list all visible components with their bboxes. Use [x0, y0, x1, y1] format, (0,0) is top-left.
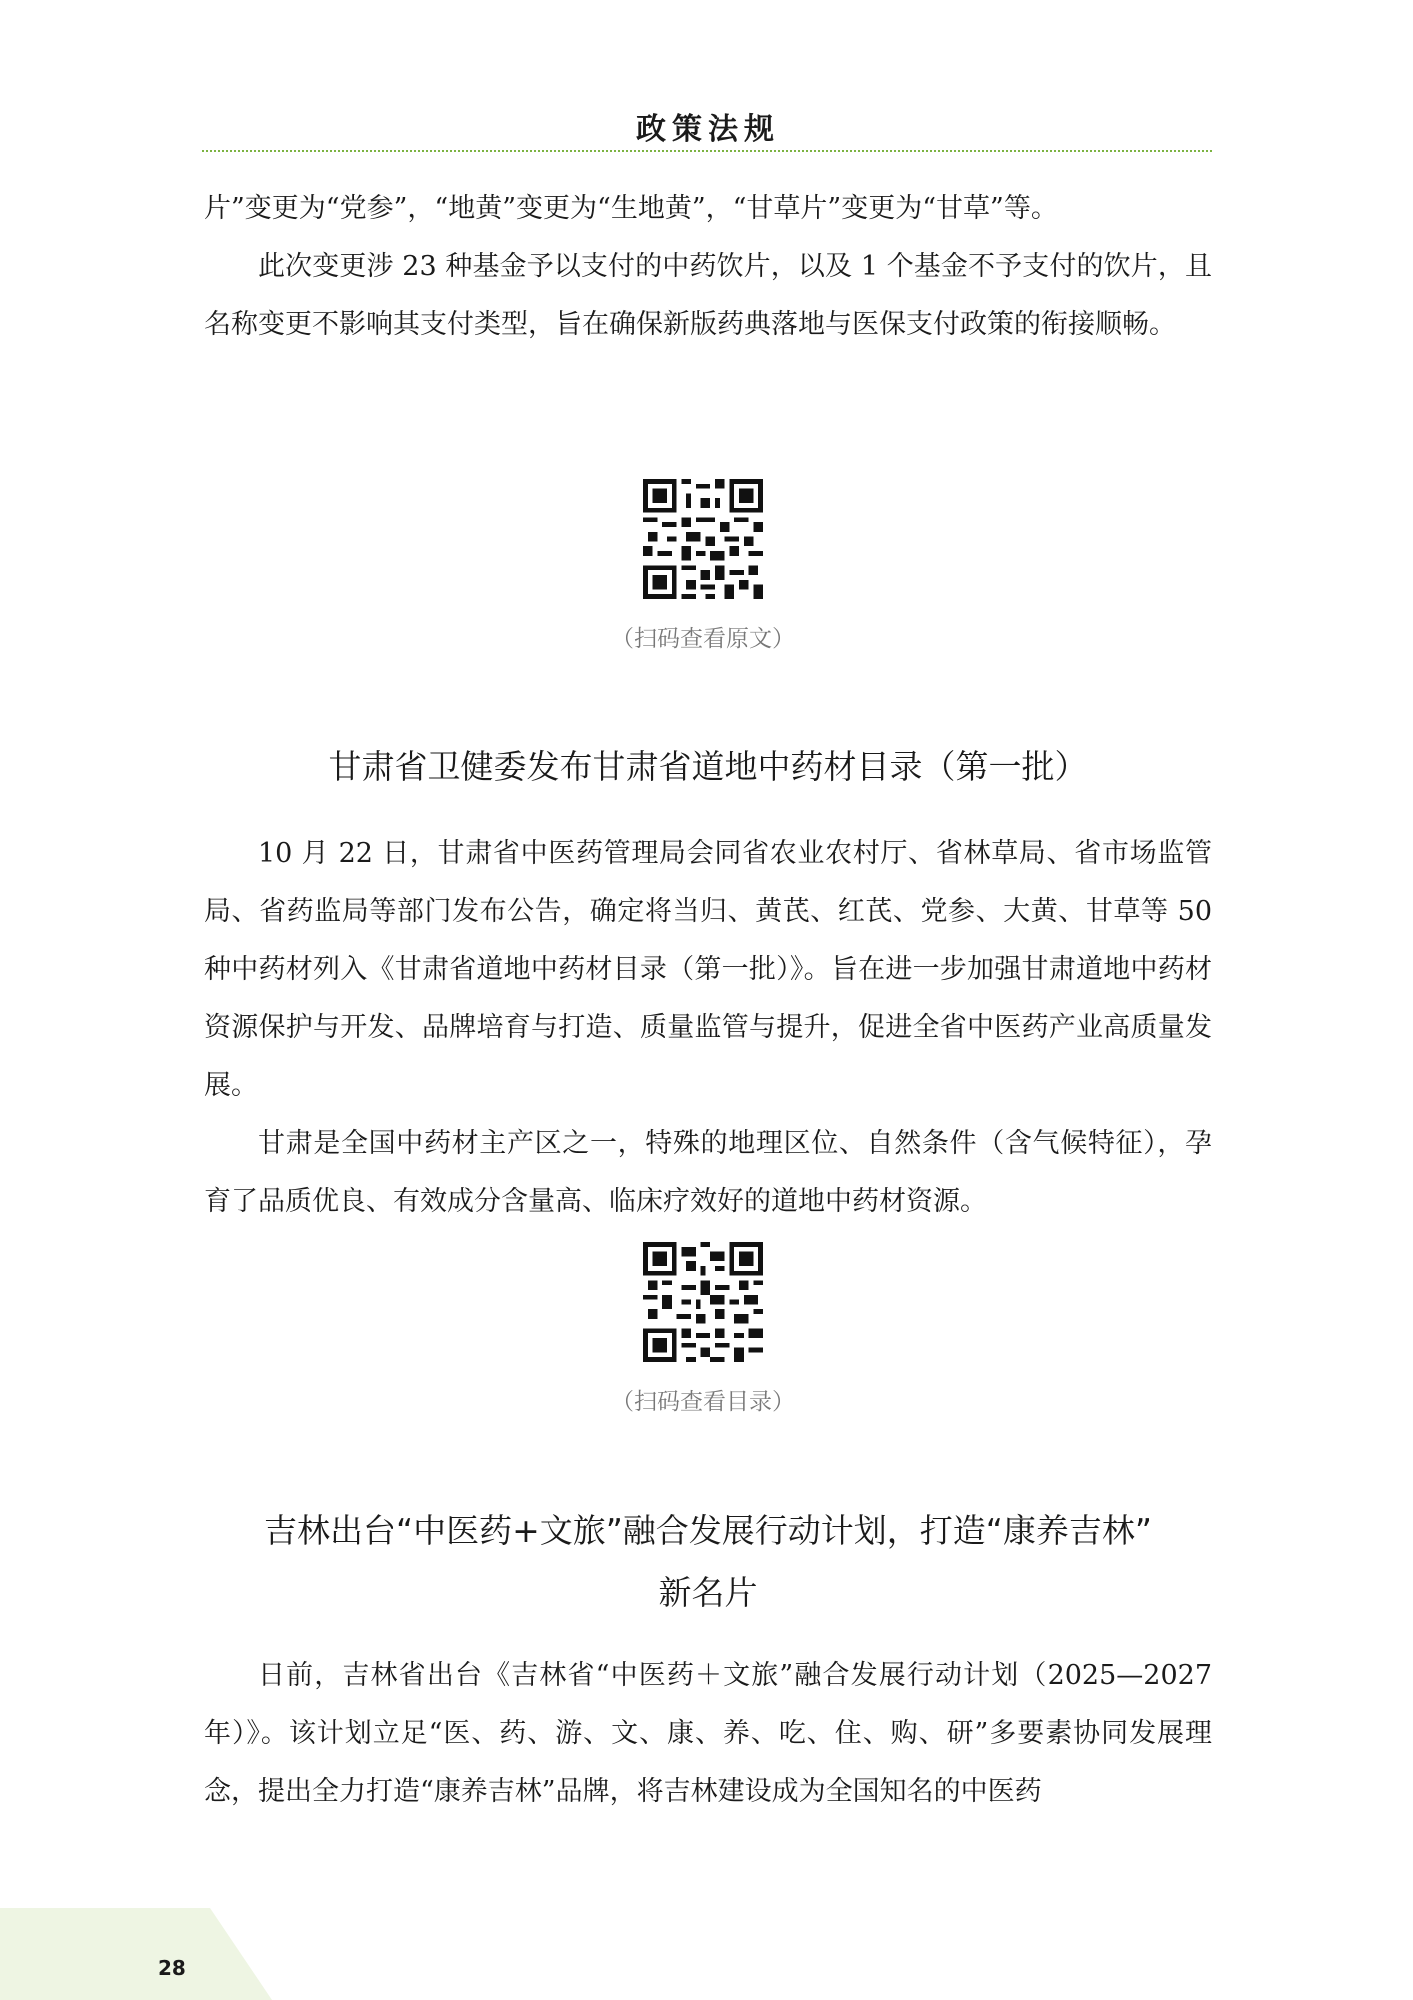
header-divider	[202, 150, 1212, 152]
article-2-body	[204, 825, 1212, 1231]
qr-code-icon	[643, 1242, 763, 1362]
page-corner-decoration	[0, 1908, 272, 2000]
qr-caption: （扫码查看目录）	[611, 1389, 795, 1415]
paragraph: 此次变更涉 23 种基金予以支付的中药饮片，以及 1 个基金不予支付的饮片，且名称变更不影响其支付类型，旨在确保新版药典落地与医保支付政策的衔接顺畅。	[204, 251, 1212, 340]
article-3-title-line-1: 吉林出台“中医药+文旅”融合发展行动计划，打造“康养吉林”	[263, 1511, 1153, 1550]
article-3-body	[204, 1647, 1212, 1821]
article-1-body	[204, 180, 1212, 354]
paragraph: 10 月 22 日，甘肃省中医药管理局会同省农业农村厅、省林草局、省市场监管局、省药监局等部门发布公告，确定将当归、黄芪、红芪、党参、大黄、甘草等 50 种中药材列入《甘肃省道地中药材目录（第一批）》。旨在进一步加强甘肃道地中药材资源保护与开发、品牌培育与打造、质量监管与提升，促进全省中医药产业高质量发展。	[204, 838, 1212, 1101]
section-header: 政策法规	[636, 112, 780, 147]
qr-code-icon	[643, 479, 763, 599]
article-2-title: 甘肃省卫健委发布甘肃省道地中药材目录（第一批）	[328, 747, 1088, 786]
paragraph: 片”变更为“党参”，“地黄”变更为“生地黄”，“甘草片”变更为“甘草”等。	[204, 193, 1058, 224]
article-3-title-line-2: 新名片	[658, 1573, 758, 1612]
qr-caption: （扫码查看原文）	[611, 626, 795, 652]
paragraph: 日前，吉林省出台《吉林省“中医药＋文旅”融合发展行动计划（2025—2027 年）》。该计划立足“医、药、游、文、康、养、吃、住、购、研”多要素协同发展理念，提出全力打造“康养吉林”品牌，将吉林建设成为全国知名的中医药	[204, 1660, 1212, 1807]
article-3-title	[204, 1500, 1212, 1624]
paragraph: 甘肃是全国中药材主产区之一，特殊的地理区位、自然条件（含气候特征），孕育了品质优良、有效成分含量高、临床疗效好的道地中药材资源。	[204, 1128, 1212, 1217]
page-number: 28	[158, 1956, 186, 1980]
